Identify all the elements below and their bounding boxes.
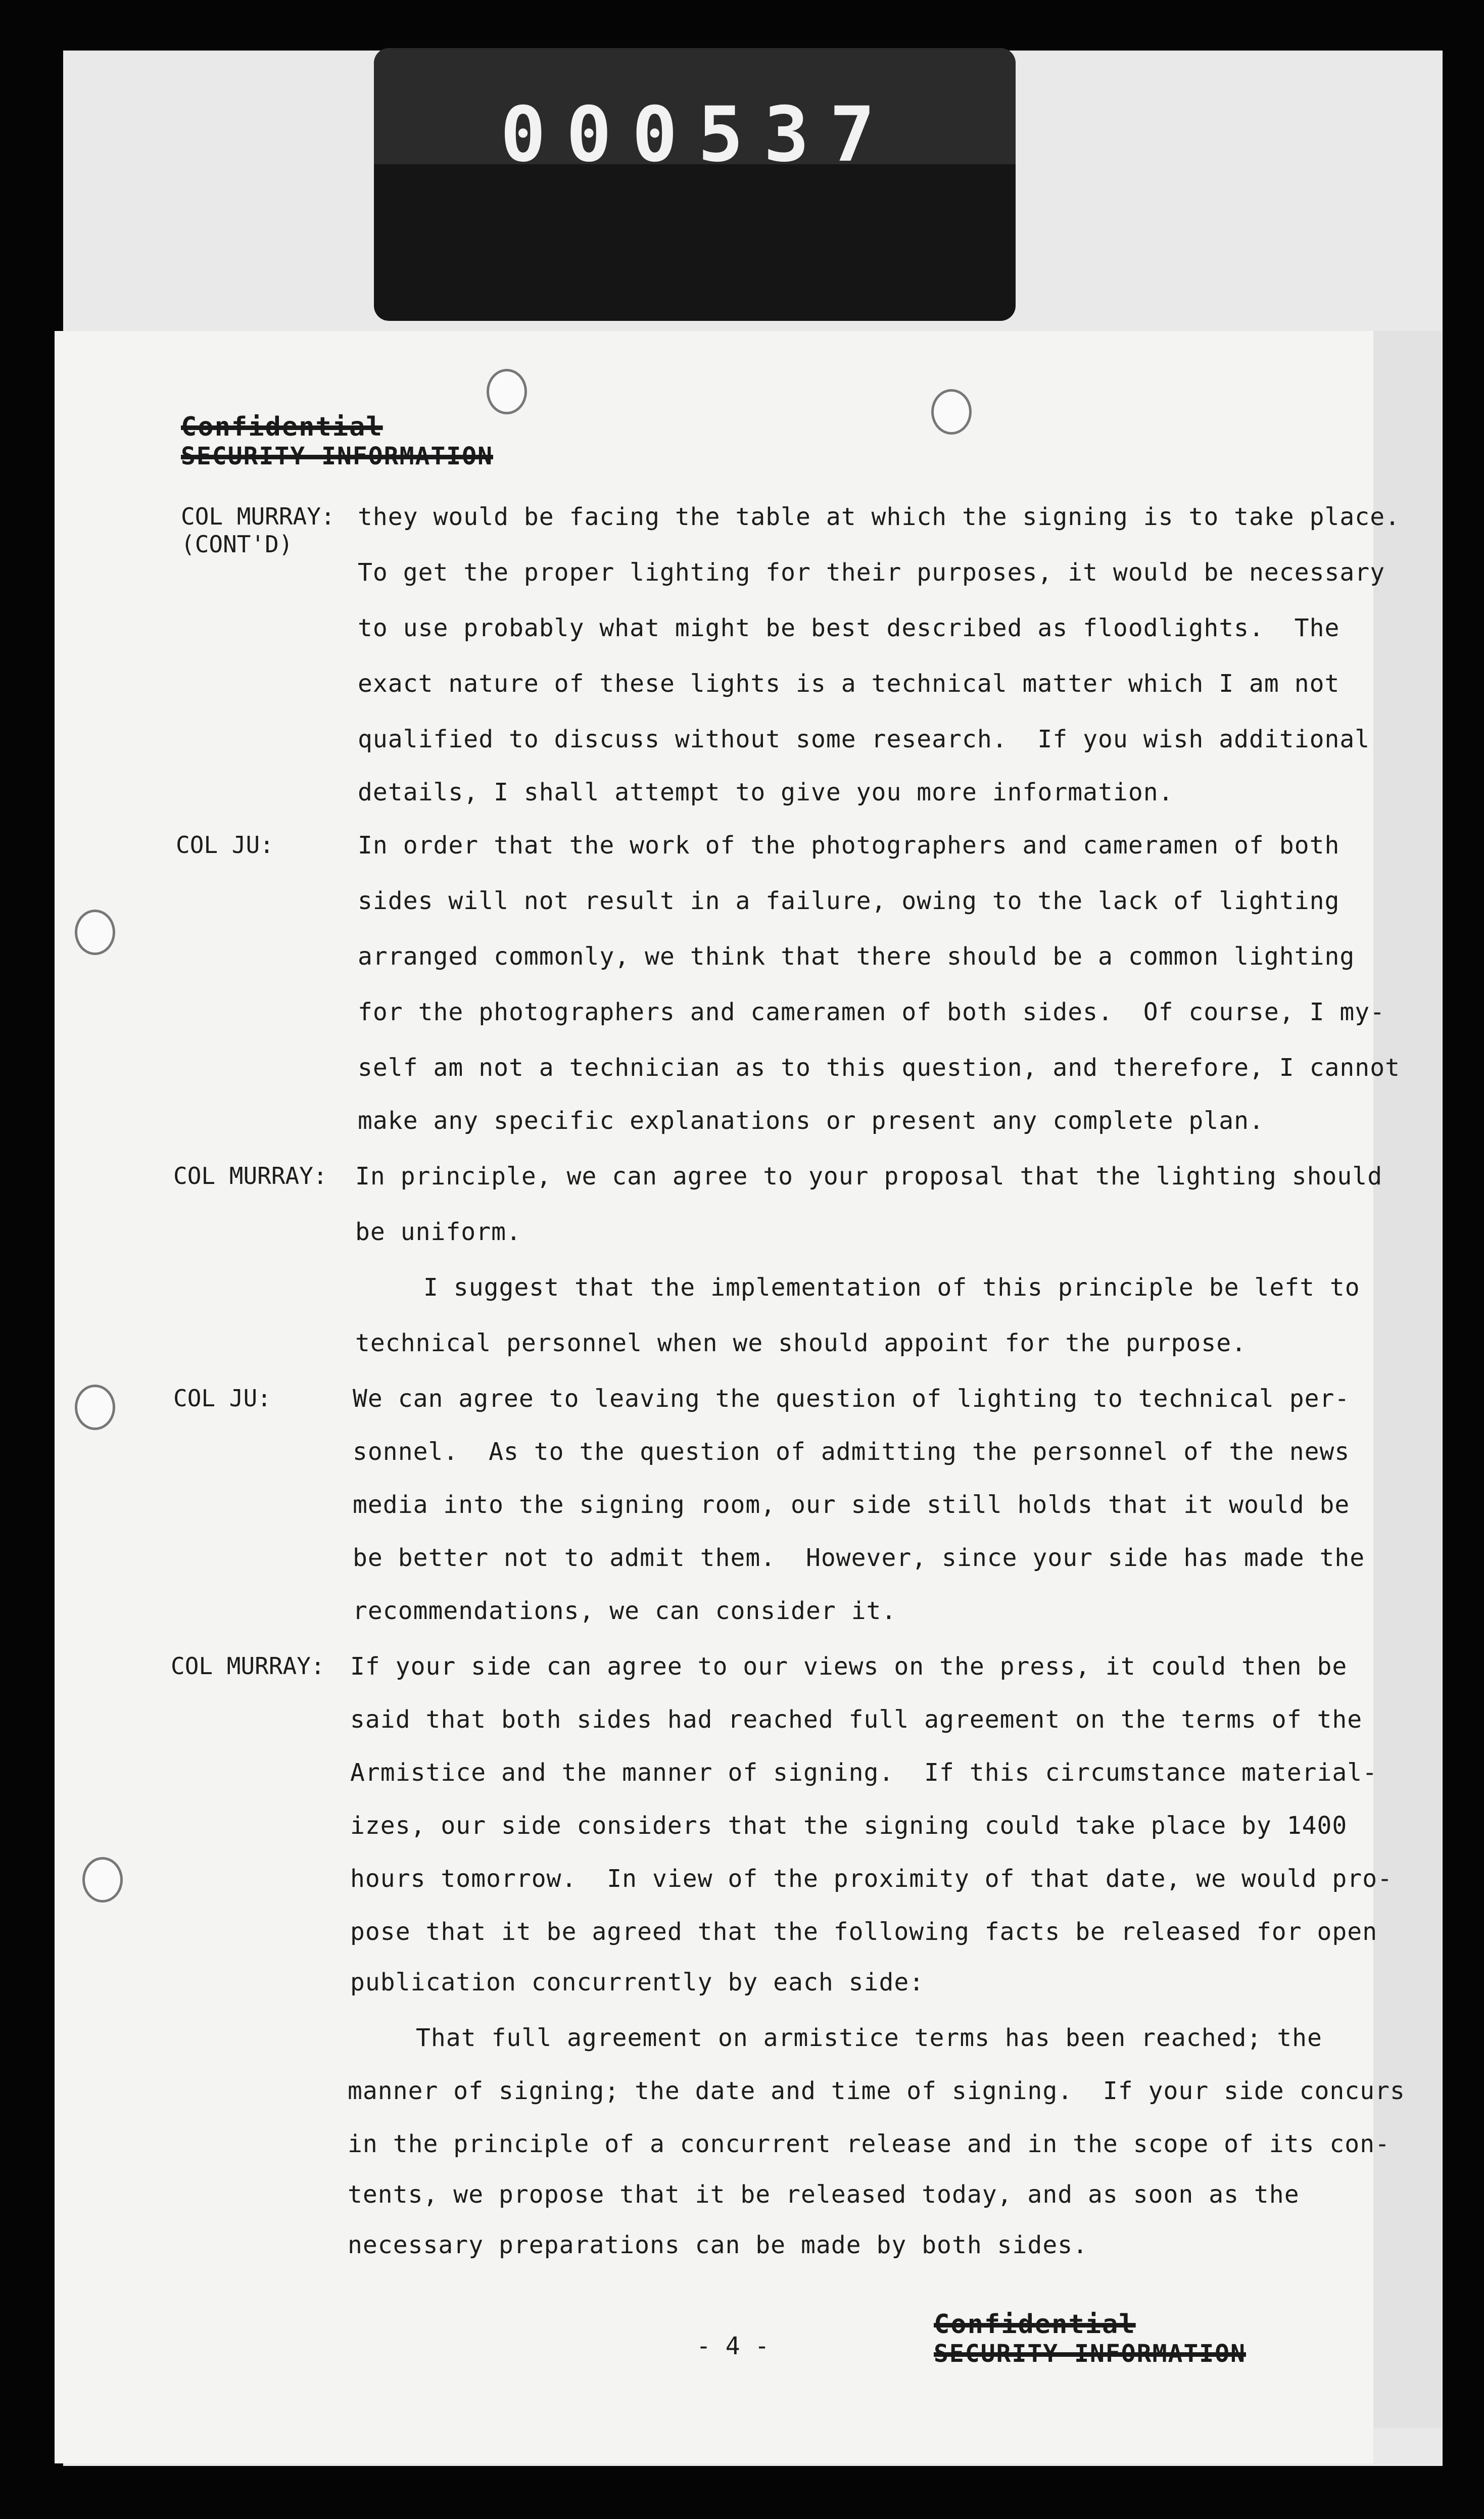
text-line: tents, we propose that it be released today, and as soon as the <box>348 2180 1300 2209</box>
text-line: Armistice and the manner of signing. If this circumstance material- <box>350 1758 1378 1787</box>
text-line: pose that it be agreed that the following facts be released for open <box>350 1918 1378 1946</box>
classification-label: SECURITY INFORMATION <box>934 2340 1246 2368</box>
text-line: to use probably what might be best described as floodlights. The <box>358 614 1340 642</box>
text-line: said that both sides had reached full agreement on the terms of the <box>350 1705 1363 1734</box>
text-line: for the photographers and cameramen of both sides. Of course, I my- <box>358 998 1385 1026</box>
text-line: be uniform. <box>355 1218 521 1246</box>
text-line: hours tomorrow. In view of the proximity of that date, we would pro- <box>350 1865 1393 1893</box>
document-page <box>55 331 1405 2463</box>
text-line: technical personnel when we should appoint for the purpose. <box>355 1329 1247 1357</box>
speaker-continued: (CONT'D) <box>181 531 293 558</box>
text-line: We can agree to leaving the question of lighting to technical per- <box>353 1385 1350 1413</box>
punch-hole <box>82 1857 123 1903</box>
text-line: recommendations, we can consider it. <box>353 1597 897 1625</box>
text-line: exact nature of these lights is a technical matter which I am not <box>358 670 1340 698</box>
punch-hole <box>75 1385 115 1430</box>
speaker-label: COL MURRAY: <box>173 1162 327 1190</box>
text-line: manner of signing; the date and time of signing. If your side concurs <box>348 2077 1405 2105</box>
security-mark-bottom <box>934 2309 1246 2368</box>
speaker-label: COL MURRAY: <box>181 503 335 530</box>
text-line: self am not a technician as to this question, and therefore, I cannot <box>358 1054 1400 1082</box>
text-line: In order that the work of the photographers and cameramen of both <box>358 831 1340 860</box>
punch-hole <box>931 389 972 435</box>
frame-counter <box>374 48 1016 321</box>
text-line: media into the signing room, our side still holds that it would be <box>353 1491 1350 1519</box>
classification-scribble: Confidential <box>181 412 383 442</box>
text-line: If your side can agree to our views on the press, it could then be <box>350 1652 1348 1681</box>
classification-scribble: Confidential <box>934 2309 1136 2340</box>
text-line: details, I shall attempt to give you more information. <box>358 778 1174 806</box>
text-line: I suggest that the implementation of this principle be left to <box>423 1273 1360 1302</box>
text-line: qualified to discuss without some research. If you wish additional <box>358 725 1370 753</box>
text-line: In principle, we can agree to your proposal that the lighting should <box>355 1162 1383 1191</box>
text-line: That full agreement on armistice terms has been reached; the <box>416 2024 1322 2052</box>
text-line: publication concurrently by each side: <box>350 1968 925 1997</box>
page-number: - 4 - <box>696 2332 770 2360</box>
text-line: arranged commonly, we think that there should be a common lighting <box>358 942 1355 971</box>
text-line: To get the proper lighting for their purposes, it would be necessary <box>358 558 1385 587</box>
text-line: izes, our side considers that the signing could take place by 1400 <box>350 1812 1348 1840</box>
punch-hole <box>487 369 527 414</box>
counter-digits: 000537 <box>500 91 895 179</box>
text-line: they would be facing the table at which the signing is to take place. <box>358 503 1400 531</box>
speaker-label: COL MURRAY: <box>171 1652 325 1680</box>
text-line: make any specific explanations or present any complete plan. <box>358 1107 1264 1135</box>
security-mark-top <box>181 412 493 470</box>
speaker-label: COL JU: <box>176 831 274 859</box>
punch-hole <box>75 910 115 955</box>
text-line: be better not to admit them. However, since your side has made the <box>353 1544 1365 1572</box>
text-line: sonnel. As to the question of admitting the personnel of the news <box>353 1438 1350 1466</box>
speaker-label: COL JU: <box>173 1385 271 1412</box>
text-line: sides will not result in a failure, owing to the lack of lighting <box>358 887 1340 915</box>
classification-label: SECURITY INFORMATION <box>181 442 493 470</box>
text-line: in the principle of a concurrent release and in the scope of its con- <box>348 2130 1390 2158</box>
sheet-edge <box>1373 331 1442 2428</box>
text-line: necessary preparations can be made by both sides. <box>348 2231 1088 2259</box>
